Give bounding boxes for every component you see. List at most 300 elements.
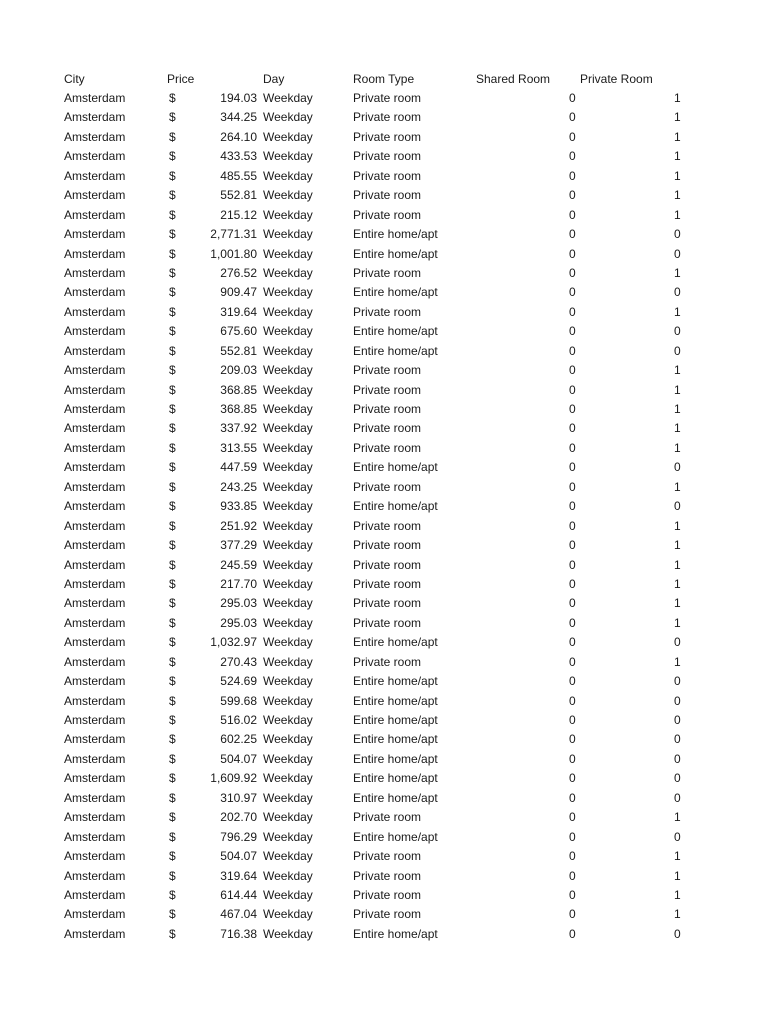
- price-cell[interactable]: 909.47: [220, 285, 257, 300]
- private-room-cell[interactable]: 0: [674, 324, 681, 339]
- room-type-cell[interactable]: Private room: [353, 382, 422, 397]
- city-cell[interactable]: Amsterdam: [64, 771, 126, 786]
- currency-cell[interactable]: $: [169, 265, 176, 280]
- room-type-cell[interactable]: Private room: [353, 110, 422, 125]
- day-cell[interactable]: Weekday: [263, 596, 313, 611]
- city-cell[interactable]: Amsterdam: [64, 265, 126, 280]
- private-room-cell[interactable]: 0: [674, 460, 681, 475]
- room-type-cell[interactable]: Private room: [353, 479, 422, 494]
- price-cell[interactable]: 467.04: [220, 907, 257, 922]
- shared-room-cell[interactable]: 0: [569, 907, 576, 922]
- day-cell[interactable]: Weekday: [263, 829, 313, 844]
- price-cell[interactable]: 524.69: [220, 674, 257, 689]
- private-room-cell[interactable]: 0: [674, 499, 681, 514]
- currency-cell[interactable]: $: [169, 343, 176, 358]
- currency-cell[interactable]: $: [169, 654, 176, 669]
- private-room-cell[interactable]: 1: [674, 596, 681, 611]
- shared-room-cell[interactable]: 0: [569, 168, 576, 183]
- shared-room-cell[interactable]: 0: [569, 460, 576, 475]
- day-cell[interactable]: Weekday: [263, 693, 313, 708]
- private-room-cell[interactable]: 1: [674, 363, 681, 378]
- room-type-cell[interactable]: Private room: [353, 887, 422, 902]
- room-type-cell[interactable]: Private room: [353, 849, 422, 864]
- city-cell[interactable]: Amsterdam: [64, 790, 126, 805]
- price-cell[interactable]: 344.25: [220, 110, 257, 125]
- private-room-cell[interactable]: 1: [674, 440, 681, 455]
- price-cell[interactable]: 552.81: [220, 343, 257, 358]
- shared-room-cell[interactable]: 0: [569, 518, 576, 533]
- room-type-cell[interactable]: Private room: [353, 207, 422, 222]
- price-cell[interactable]: 295.03: [220, 615, 257, 630]
- currency-cell[interactable]: $: [169, 576, 176, 591]
- city-cell[interactable]: Amsterdam: [64, 168, 126, 183]
- price-cell[interactable]: 264.10: [220, 129, 257, 144]
- city-cell[interactable]: Amsterdam: [64, 887, 126, 902]
- day-cell[interactable]: Weekday: [263, 635, 313, 650]
- currency-cell[interactable]: $: [169, 168, 176, 183]
- price-cell[interactable]: 447.59: [220, 460, 257, 475]
- private-room-cell[interactable]: 1: [674, 849, 681, 864]
- day-cell[interactable]: Weekday: [263, 363, 313, 378]
- currency-cell[interactable]: $: [169, 324, 176, 339]
- private-room-cell[interactable]: 1: [674, 265, 681, 280]
- shared-room-cell[interactable]: 0: [569, 421, 576, 436]
- day-cell[interactable]: Weekday: [263, 440, 313, 455]
- day-cell[interactable]: Weekday: [263, 460, 313, 475]
- currency-cell[interactable]: $: [169, 246, 176, 261]
- private-room-cell[interactable]: 1: [674, 518, 681, 533]
- price-cell[interactable]: 245.59: [220, 557, 257, 572]
- shared-room-cell[interactable]: 0: [569, 343, 576, 358]
- city-cell[interactable]: Amsterdam: [64, 363, 126, 378]
- currency-cell[interactable]: $: [169, 615, 176, 630]
- shared-room-cell[interactable]: 0: [569, 188, 576, 203]
- day-cell[interactable]: Weekday: [263, 771, 313, 786]
- day-cell[interactable]: Weekday: [263, 557, 313, 572]
- city-cell[interactable]: Amsterdam: [64, 635, 126, 650]
- price-cell[interactable]: 485.55: [220, 168, 257, 183]
- currency-cell[interactable]: $: [169, 868, 176, 883]
- city-cell[interactable]: Amsterdam: [64, 907, 126, 922]
- shared-room-cell[interactable]: 0: [569, 538, 576, 553]
- price-cell[interactable]: 796.29: [220, 829, 257, 844]
- price-cell[interactable]: 933.85: [220, 499, 257, 514]
- header-price[interactable]: Price: [167, 72, 195, 86]
- currency-cell[interactable]: $: [169, 829, 176, 844]
- currency-cell[interactable]: $: [169, 674, 176, 689]
- price-cell[interactable]: 337.92: [220, 421, 257, 436]
- room-type-cell[interactable]: Private room: [353, 149, 422, 164]
- city-cell[interactable]: Amsterdam: [64, 207, 126, 222]
- shared-room-cell[interactable]: 0: [569, 479, 576, 494]
- room-type-cell[interactable]: Entire home/apt: [353, 693, 438, 708]
- room-type-cell[interactable]: Private room: [353, 129, 422, 144]
- room-type-cell[interactable]: Entire home/apt: [353, 790, 438, 805]
- room-type-cell[interactable]: Private room: [353, 615, 422, 630]
- day-cell[interactable]: Weekday: [263, 868, 313, 883]
- city-cell[interactable]: Amsterdam: [64, 440, 126, 455]
- room-type-cell[interactable]: Entire home/apt: [353, 674, 438, 689]
- day-cell[interactable]: Weekday: [263, 265, 313, 280]
- room-type-cell[interactable]: Private room: [353, 421, 422, 436]
- room-type-cell[interactable]: Private room: [353, 654, 422, 669]
- city-cell[interactable]: Amsterdam: [64, 557, 126, 572]
- private-room-cell[interactable]: 1: [674, 207, 681, 222]
- room-type-cell[interactable]: Private room: [353, 91, 422, 105]
- currency-cell[interactable]: $: [169, 887, 176, 902]
- shared-room-cell[interactable]: 0: [569, 732, 576, 747]
- shared-room-cell[interactable]: 0: [569, 868, 576, 883]
- shared-room-cell[interactable]: 0: [569, 227, 576, 242]
- shared-room-cell[interactable]: 0: [569, 402, 576, 416]
- room-type-cell[interactable]: Entire home/apt: [353, 227, 438, 242]
- price-cell[interactable]: 1,032.97: [210, 635, 257, 650]
- room-type-cell[interactable]: Entire home/apt: [353, 751, 438, 766]
- room-type-cell[interactable]: Private room: [353, 265, 422, 280]
- city-cell[interactable]: Amsterdam: [64, 732, 126, 747]
- currency-cell[interactable]: $: [169, 810, 176, 825]
- price-cell[interactable]: 194.03: [220, 91, 257, 105]
- shared-room-cell[interactable]: 0: [569, 285, 576, 300]
- day-cell[interactable]: Weekday: [263, 207, 313, 222]
- day-cell[interactable]: Weekday: [263, 732, 313, 747]
- room-type-cell[interactable]: Entire home/apt: [353, 324, 438, 339]
- private-room-cell[interactable]: 1: [674, 91, 681, 105]
- shared-room-cell[interactable]: 0: [569, 926, 576, 941]
- currency-cell[interactable]: $: [169, 713, 176, 727]
- shared-room-cell[interactable]: 0: [569, 110, 576, 125]
- room-type-cell[interactable]: Private room: [353, 557, 422, 572]
- private-room-cell[interactable]: 1: [674, 168, 681, 183]
- city-cell[interactable]: Amsterdam: [64, 460, 126, 475]
- day-cell[interactable]: Weekday: [263, 887, 313, 902]
- private-room-cell[interactable]: 0: [674, 246, 681, 261]
- day-cell[interactable]: Weekday: [263, 324, 313, 339]
- room-type-cell[interactable]: Entire home/apt: [353, 499, 438, 514]
- day-cell[interactable]: Weekday: [263, 343, 313, 358]
- day-cell[interactable]: Weekday: [263, 129, 313, 144]
- private-room-cell[interactable]: 0: [674, 829, 681, 844]
- shared-room-cell[interactable]: 0: [569, 771, 576, 786]
- room-type-cell[interactable]: Private room: [353, 518, 422, 533]
- city-cell[interactable]: Amsterdam: [64, 402, 126, 416]
- private-room-cell[interactable]: 0: [674, 790, 681, 805]
- private-room-cell[interactable]: 1: [674, 479, 681, 494]
- room-type-cell[interactable]: Entire home/apt: [353, 460, 438, 475]
- private-room-cell[interactable]: 1: [674, 304, 681, 319]
- day-cell[interactable]: Weekday: [263, 751, 313, 766]
- price-cell[interactable]: 716.38: [220, 926, 257, 941]
- private-room-cell[interactable]: 1: [674, 907, 681, 922]
- room-type-cell[interactable]: Entire home/apt: [353, 285, 438, 300]
- currency-cell[interactable]: $: [169, 149, 176, 164]
- shared-room-cell[interactable]: 0: [569, 810, 576, 825]
- currency-cell[interactable]: $: [169, 751, 176, 766]
- price-cell[interactable]: 1,609.92: [210, 771, 257, 786]
- price-cell[interactable]: 433.53: [220, 149, 257, 164]
- price-cell[interactable]: 675.60: [220, 324, 257, 339]
- shared-room-cell[interactable]: 0: [569, 304, 576, 319]
- city-cell[interactable]: Amsterdam: [64, 479, 126, 494]
- day-cell[interactable]: Weekday: [263, 246, 313, 261]
- shared-room-cell[interactable]: 0: [569, 576, 576, 591]
- price-cell[interactable]: 1,001.80: [210, 246, 257, 261]
- day-cell[interactable]: Weekday: [263, 907, 313, 922]
- shared-room-cell[interactable]: 0: [569, 751, 576, 766]
- day-cell[interactable]: Weekday: [263, 227, 313, 242]
- day-cell[interactable]: Weekday: [263, 110, 313, 125]
- currency-cell[interactable]: $: [169, 479, 176, 494]
- city-cell[interactable]: Amsterdam: [64, 188, 126, 203]
- city-cell[interactable]: Amsterdam: [64, 810, 126, 825]
- private-room-cell[interactable]: 0: [674, 227, 681, 242]
- city-cell[interactable]: Amsterdam: [64, 227, 126, 242]
- day-cell[interactable]: Weekday: [263, 421, 313, 436]
- price-cell[interactable]: 313.55: [220, 440, 257, 455]
- room-type-cell[interactable]: Entire home/apt: [353, 732, 438, 747]
- day-cell[interactable]: Weekday: [263, 518, 313, 533]
- shared-room-cell[interactable]: 0: [569, 324, 576, 339]
- private-room-cell[interactable]: 0: [674, 713, 681, 727]
- private-room-cell[interactable]: 1: [674, 538, 681, 553]
- currency-cell[interactable]: $: [169, 849, 176, 864]
- city-cell[interactable]: Amsterdam: [64, 751, 126, 766]
- currency-cell[interactable]: $: [169, 207, 176, 222]
- price-cell[interactable]: 251.92: [220, 518, 257, 533]
- day-cell[interactable]: Weekday: [263, 538, 313, 553]
- currency-cell[interactable]: $: [169, 460, 176, 475]
- private-room-cell[interactable]: 1: [674, 615, 681, 630]
- private-room-cell[interactable]: 0: [674, 926, 681, 941]
- price-cell[interactable]: 368.85: [220, 402, 257, 416]
- room-type-cell[interactable]: Private room: [353, 810, 422, 825]
- day-cell[interactable]: Weekday: [263, 615, 313, 630]
- price-cell[interactable]: 602.25: [220, 732, 257, 747]
- room-type-cell[interactable]: Private room: [353, 868, 422, 883]
- day-cell[interactable]: Weekday: [263, 188, 313, 203]
- private-room-cell[interactable]: 0: [674, 635, 681, 650]
- shared-room-cell[interactable]: 0: [569, 829, 576, 844]
- shared-room-cell[interactable]: 0: [569, 91, 576, 105]
- day-cell[interactable]: Weekday: [263, 402, 313, 416]
- city-cell[interactable]: Amsterdam: [64, 926, 126, 941]
- price-cell[interactable]: 319.64: [220, 868, 257, 883]
- private-room-cell[interactable]: 1: [674, 654, 681, 669]
- currency-cell[interactable]: $: [169, 382, 176, 397]
- private-room-cell[interactable]: 1: [674, 149, 681, 164]
- city-cell[interactable]: Amsterdam: [64, 382, 126, 397]
- private-room-cell[interactable]: 1: [674, 129, 681, 144]
- shared-room-cell[interactable]: 0: [569, 382, 576, 397]
- private-room-cell[interactable]: 0: [674, 693, 681, 708]
- private-room-cell[interactable]: 0: [674, 732, 681, 747]
- city-cell[interactable]: Amsterdam: [64, 596, 126, 611]
- price-cell[interactable]: 614.44: [220, 887, 257, 902]
- city-cell[interactable]: Amsterdam: [64, 110, 126, 125]
- day-cell[interactable]: Weekday: [263, 479, 313, 494]
- shared-room-cell[interactable]: 0: [569, 635, 576, 650]
- room-type-cell[interactable]: Entire home/apt: [353, 246, 438, 261]
- shared-room-cell[interactable]: 0: [569, 440, 576, 455]
- currency-cell[interactable]: $: [169, 285, 176, 300]
- shared-room-cell[interactable]: 0: [569, 596, 576, 611]
- room-type-cell[interactable]: Private room: [353, 907, 422, 922]
- city-cell[interactable]: Amsterdam: [64, 324, 126, 339]
- price-cell[interactable]: 310.97: [220, 790, 257, 805]
- shared-room-cell[interactable]: 0: [569, 363, 576, 378]
- shared-room-cell[interactable]: 0: [569, 849, 576, 864]
- currency-cell[interactable]: $: [169, 926, 176, 941]
- shared-room-cell[interactable]: 0: [569, 615, 576, 630]
- currency-cell[interactable]: $: [169, 518, 176, 533]
- city-cell[interactable]: Amsterdam: [64, 421, 126, 436]
- currency-cell[interactable]: $: [169, 907, 176, 922]
- room-type-cell[interactable]: Private room: [353, 168, 422, 183]
- price-cell[interactable]: 504.07: [220, 849, 257, 864]
- room-type-cell[interactable]: Entire home/apt: [353, 713, 438, 727]
- header-room-type[interactable]: Room Type: [353, 72, 415, 86]
- price-cell[interactable]: 377.29: [220, 538, 257, 553]
- city-cell[interactable]: Amsterdam: [64, 246, 126, 261]
- day-cell[interactable]: Weekday: [263, 382, 313, 397]
- shared-room-cell[interactable]: 0: [569, 149, 576, 164]
- currency-cell[interactable]: $: [169, 499, 176, 514]
- currency-cell[interactable]: $: [169, 693, 176, 708]
- city-cell[interactable]: Amsterdam: [64, 499, 126, 514]
- currency-cell[interactable]: $: [169, 304, 176, 319]
- currency-cell[interactable]: $: [169, 596, 176, 611]
- currency-cell[interactable]: $: [169, 129, 176, 144]
- private-room-cell[interactable]: 1: [674, 557, 681, 572]
- city-cell[interactable]: Amsterdam: [64, 713, 126, 727]
- currency-cell[interactable]: $: [169, 402, 176, 416]
- private-room-cell[interactable]: 0: [674, 674, 681, 689]
- city-cell[interactable]: Amsterdam: [64, 674, 126, 689]
- shared-room-cell[interactable]: 0: [569, 790, 576, 805]
- day-cell[interactable]: Weekday: [263, 91, 313, 105]
- city-cell[interactable]: Amsterdam: [64, 304, 126, 319]
- day-cell[interactable]: Weekday: [263, 790, 313, 805]
- private-room-cell[interactable]: 1: [674, 810, 681, 825]
- city-cell[interactable]: Amsterdam: [64, 538, 126, 553]
- private-room-cell[interactable]: 0: [674, 771, 681, 786]
- city-cell[interactable]: Amsterdam: [64, 693, 126, 708]
- price-cell[interactable]: 270.43: [220, 654, 257, 669]
- room-type-cell[interactable]: Private room: [353, 440, 422, 455]
- currency-cell[interactable]: $: [169, 227, 176, 242]
- private-room-cell[interactable]: 0: [674, 285, 681, 300]
- day-cell[interactable]: Weekday: [263, 674, 313, 689]
- city-cell[interactable]: Amsterdam: [64, 149, 126, 164]
- city-cell[interactable]: Amsterdam: [64, 615, 126, 630]
- day-cell[interactable]: Weekday: [263, 304, 313, 319]
- price-cell[interactable]: 552.81: [220, 188, 257, 203]
- room-type-cell[interactable]: Entire home/apt: [353, 926, 438, 941]
- price-cell[interactable]: 243.25: [220, 479, 257, 494]
- price-cell[interactable]: 209.03: [220, 363, 257, 378]
- shared-room-cell[interactable]: 0: [569, 887, 576, 902]
- room-type-cell[interactable]: Private room: [353, 576, 422, 591]
- currency-cell[interactable]: $: [169, 363, 176, 378]
- room-type-cell[interactable]: Entire home/apt: [353, 829, 438, 844]
- day-cell[interactable]: Weekday: [263, 810, 313, 825]
- city-cell[interactable]: Amsterdam: [64, 849, 126, 864]
- room-type-cell[interactable]: Private room: [353, 596, 422, 611]
- price-cell[interactable]: 599.68: [220, 693, 257, 708]
- room-type-cell[interactable]: Private room: [353, 304, 422, 319]
- private-room-cell[interactable]: 1: [674, 110, 681, 125]
- price-cell[interactable]: 368.85: [220, 382, 257, 397]
- currency-cell[interactable]: $: [169, 110, 176, 125]
- private-room-cell[interactable]: 1: [674, 188, 681, 203]
- city-cell[interactable]: Amsterdam: [64, 285, 126, 300]
- room-type-cell[interactable]: Private room: [353, 402, 422, 416]
- shared-room-cell[interactable]: 0: [569, 265, 576, 280]
- header-city[interactable]: City: [64, 72, 85, 86]
- day-cell[interactable]: Weekday: [263, 149, 313, 164]
- currency-cell[interactable]: $: [169, 188, 176, 203]
- shared-room-cell[interactable]: 0: [569, 499, 576, 514]
- city-cell[interactable]: Amsterdam: [64, 343, 126, 358]
- price-cell[interactable]: 295.03: [220, 596, 257, 611]
- day-cell[interactable]: Weekday: [263, 926, 313, 941]
- price-cell[interactable]: 217.70: [220, 576, 257, 591]
- shared-room-cell[interactable]: 0: [569, 713, 576, 727]
- header-shared-room[interactable]: Shared Room: [476, 72, 551, 86]
- city-cell[interactable]: Amsterdam: [64, 654, 126, 669]
- day-cell[interactable]: Weekday: [263, 285, 313, 300]
- private-room-cell[interactable]: 1: [674, 887, 681, 902]
- shared-room-cell[interactable]: 0: [569, 674, 576, 689]
- currency-cell[interactable]: $: [169, 91, 176, 105]
- city-cell[interactable]: Amsterdam: [64, 129, 126, 144]
- private-room-cell[interactable]: 1: [674, 421, 681, 436]
- currency-cell[interactable]: $: [169, 440, 176, 455]
- city-cell[interactable]: Amsterdam: [64, 576, 126, 591]
- day-cell[interactable]: Weekday: [263, 168, 313, 183]
- header-day[interactable]: Day: [263, 72, 285, 86]
- shared-room-cell[interactable]: 0: [569, 693, 576, 708]
- currency-cell[interactable]: $: [169, 421, 176, 436]
- currency-cell[interactable]: $: [169, 732, 176, 747]
- price-cell[interactable]: 215.12: [220, 207, 257, 222]
- currency-cell[interactable]: $: [169, 790, 176, 805]
- currency-cell[interactable]: $: [169, 538, 176, 553]
- shared-room-cell[interactable]: 0: [569, 246, 576, 261]
- city-cell[interactable]: Amsterdam: [64, 91, 126, 105]
- price-cell[interactable]: 2,771.31: [210, 227, 257, 242]
- day-cell[interactable]: Weekday: [263, 713, 313, 727]
- day-cell[interactable]: Weekday: [263, 576, 313, 591]
- private-room-cell[interactable]: 1: [674, 382, 681, 397]
- city-cell[interactable]: Amsterdam: [64, 518, 126, 533]
- private-room-cell[interactable]: 1: [674, 576, 681, 591]
- room-type-cell[interactable]: Entire home/apt: [353, 635, 438, 650]
- shared-room-cell[interactable]: 0: [569, 654, 576, 669]
- private-room-cell[interactable]: 1: [674, 868, 681, 883]
- day-cell[interactable]: Weekday: [263, 654, 313, 669]
- room-type-cell[interactable]: Private room: [353, 538, 422, 553]
- price-cell[interactable]: 319.64: [220, 304, 257, 319]
- currency-cell[interactable]: $: [169, 771, 176, 786]
- price-cell[interactable]: 516.02: [220, 713, 257, 727]
- day-cell[interactable]: Weekday: [263, 849, 313, 864]
- price-cell[interactable]: 276.52: [220, 265, 257, 280]
- price-cell[interactable]: 202.70: [220, 810, 257, 825]
- room-type-cell[interactable]: Private room: [353, 363, 422, 378]
- room-type-cell[interactable]: Entire home/apt: [353, 343, 438, 358]
- currency-cell[interactable]: $: [169, 557, 176, 572]
